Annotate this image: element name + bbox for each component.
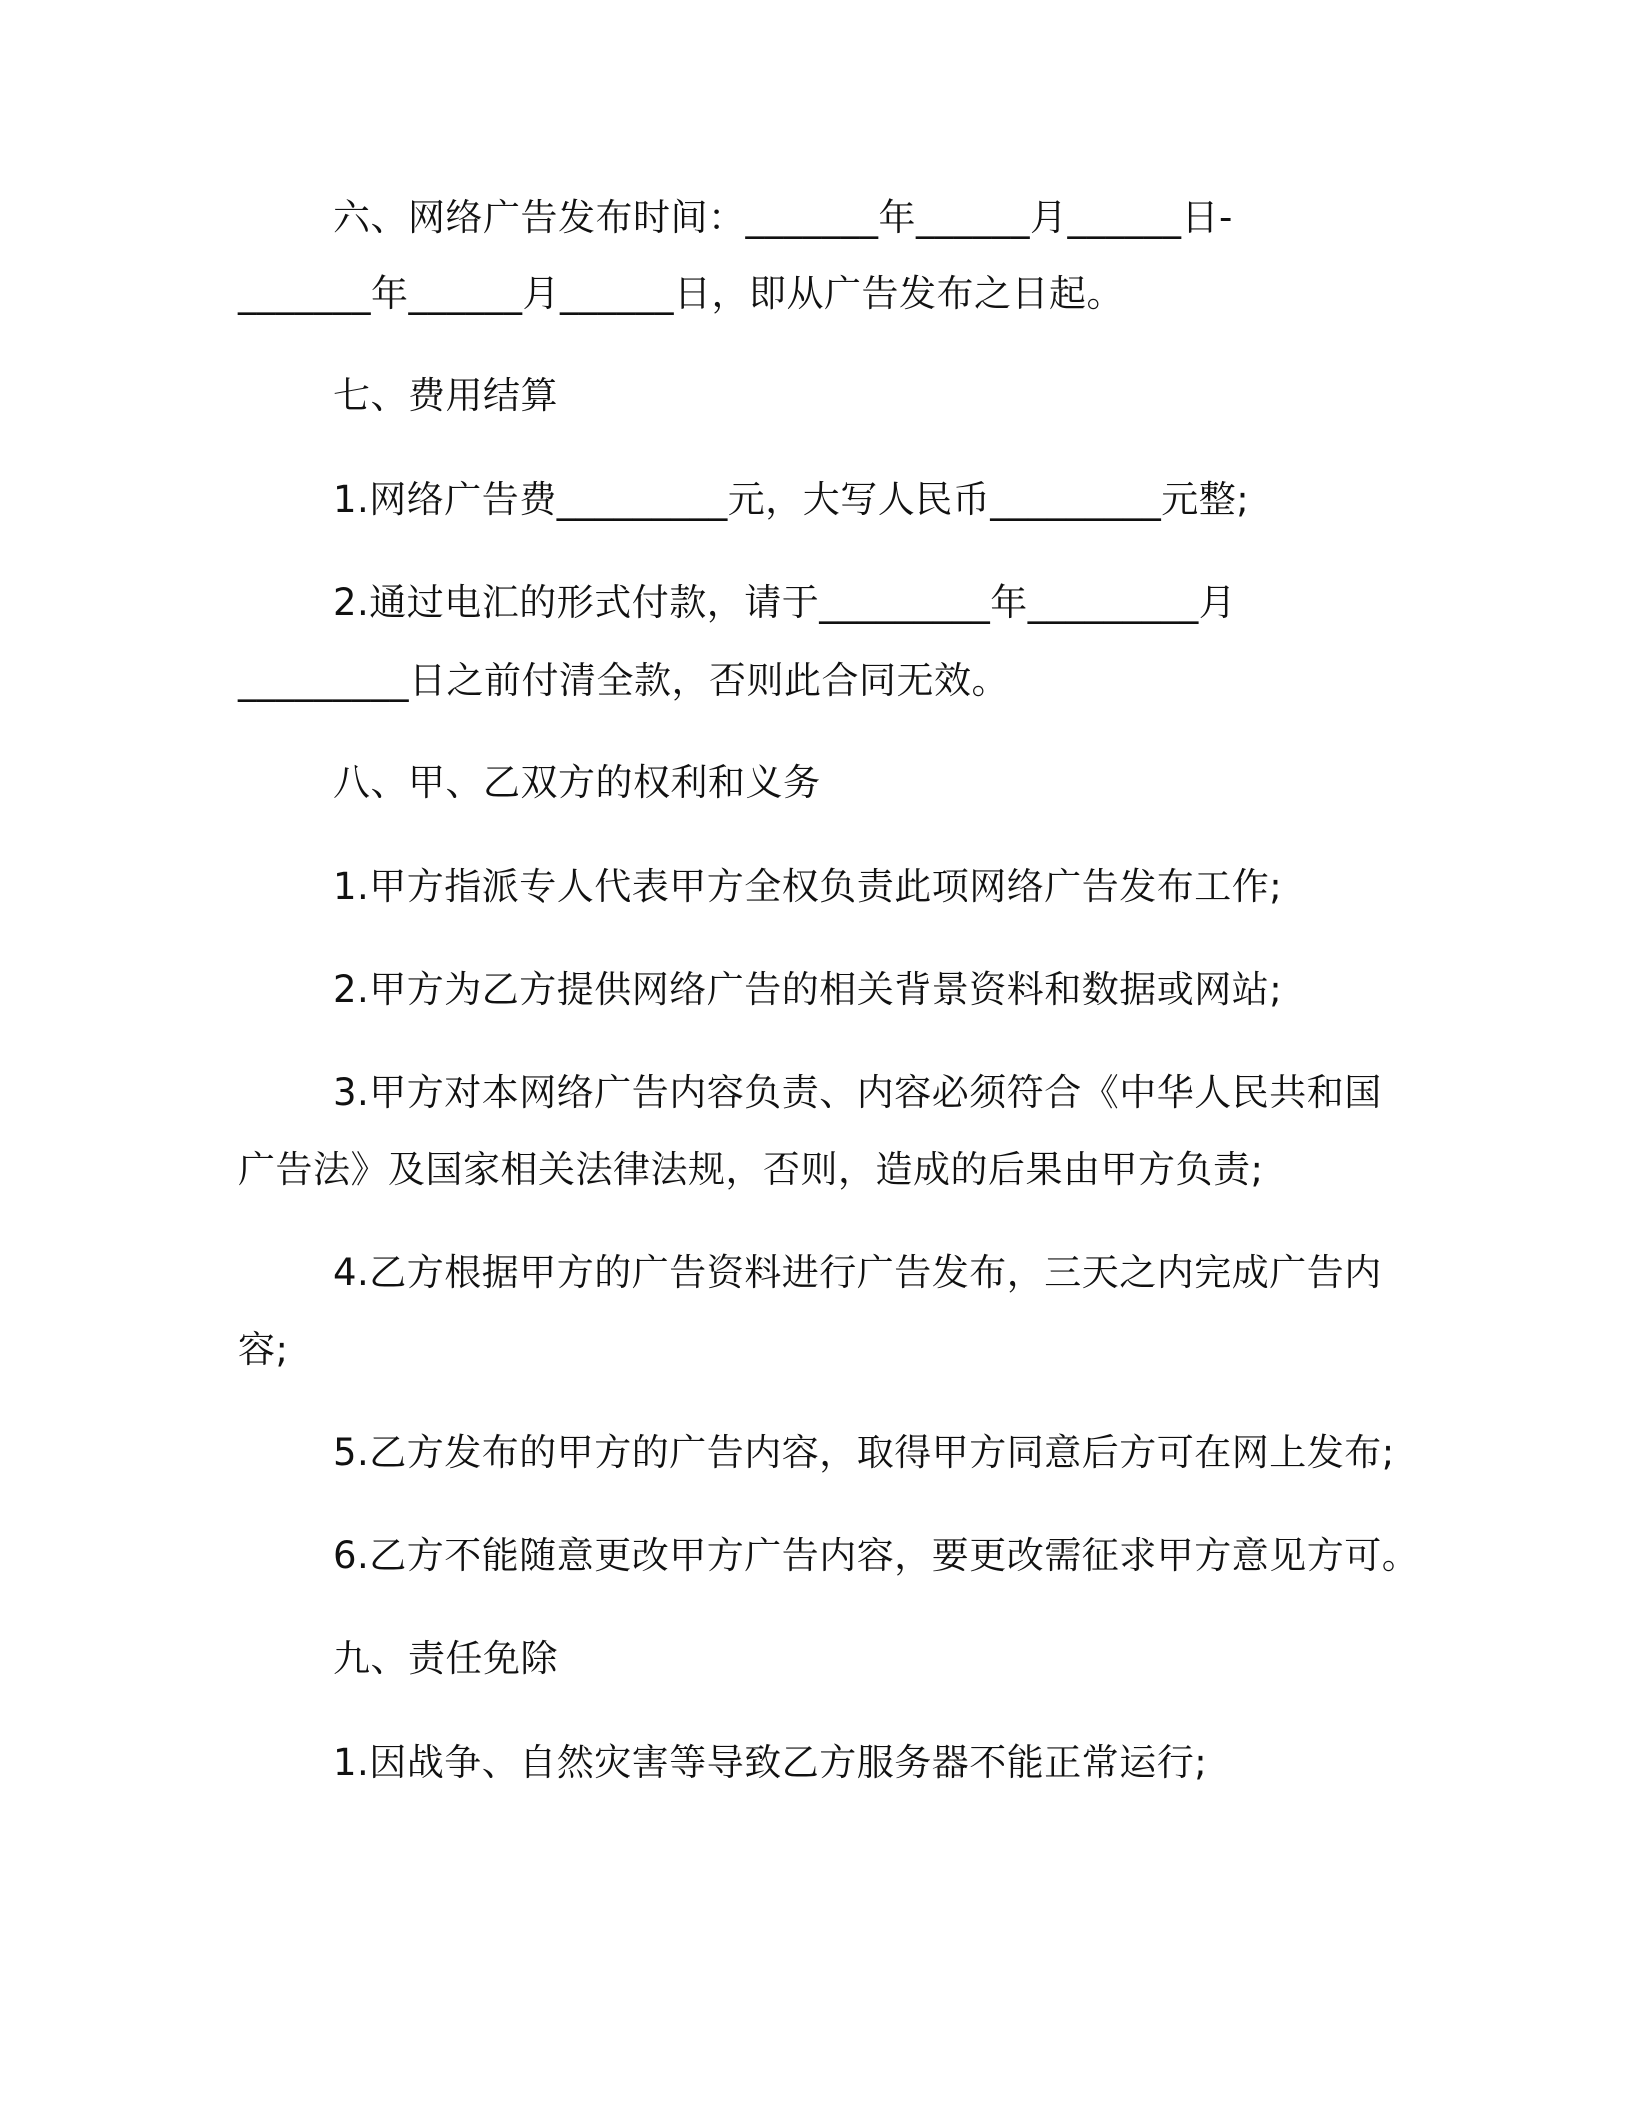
section-7-heading: 七、费用结算 xyxy=(333,374,558,417)
section-8-item-4-line-1: 4.乙方根据甲方的广告资料进行广告发布，三天之内完成广告内 xyxy=(333,1251,1382,1294)
section-8-item-3-line-1: 3.甲方对本网络广告内容负责、内容必须符合《中华人民共和国 xyxy=(333,1071,1382,1114)
section-8-heading: 八、甲、乙双方的权利和义务 xyxy=(333,761,821,804)
section-8-item-1: 1.甲方指派专人代表甲方全权负责此项网络广告发布工作; xyxy=(333,865,1283,908)
section-8-item-4-line-2: 容; xyxy=(238,1328,289,1371)
section-7-item-1: 1.网络广告费_________元，大写人民币_________元整; xyxy=(333,478,1250,521)
section-7-item-2-line-1: 2.通过电汇的形式付款，请于_________年_________月 xyxy=(333,581,1237,624)
section-8-item-3-line-2: 广告法》及国家相关法律法规，否则，造成的后果由甲方负责; xyxy=(238,1148,1264,1191)
section-7-item-2-line-2: _________日之前付清全款，否则此合同无效。 xyxy=(238,659,1009,702)
section-6-publish-time-line-2: _______年______月______日，即从广告发布之日起。 xyxy=(238,272,1124,315)
section-8-item-6: 6.乙方不能随意更改甲方广告内容，要更改需征求甲方意见方可。 xyxy=(333,1534,1420,1577)
section-9-heading: 九、责任免除 xyxy=(333,1637,558,1680)
section-8-item-2: 2.甲方为乙方提供网络广告的相关背景资料和数据或网站; xyxy=(333,968,1283,1011)
section-8-item-5: 5.乙方发布的甲方的广告内容，取得甲方同意后方可在网上发布; xyxy=(333,1431,1395,1474)
section-9-item-1: 1.因战争、自然灾害等导致乙方服务器不能正常运行; xyxy=(333,1741,1208,1784)
section-6-publish-time-line-1: 六、网络广告发布时间：_______年______月______日- xyxy=(333,196,1233,239)
